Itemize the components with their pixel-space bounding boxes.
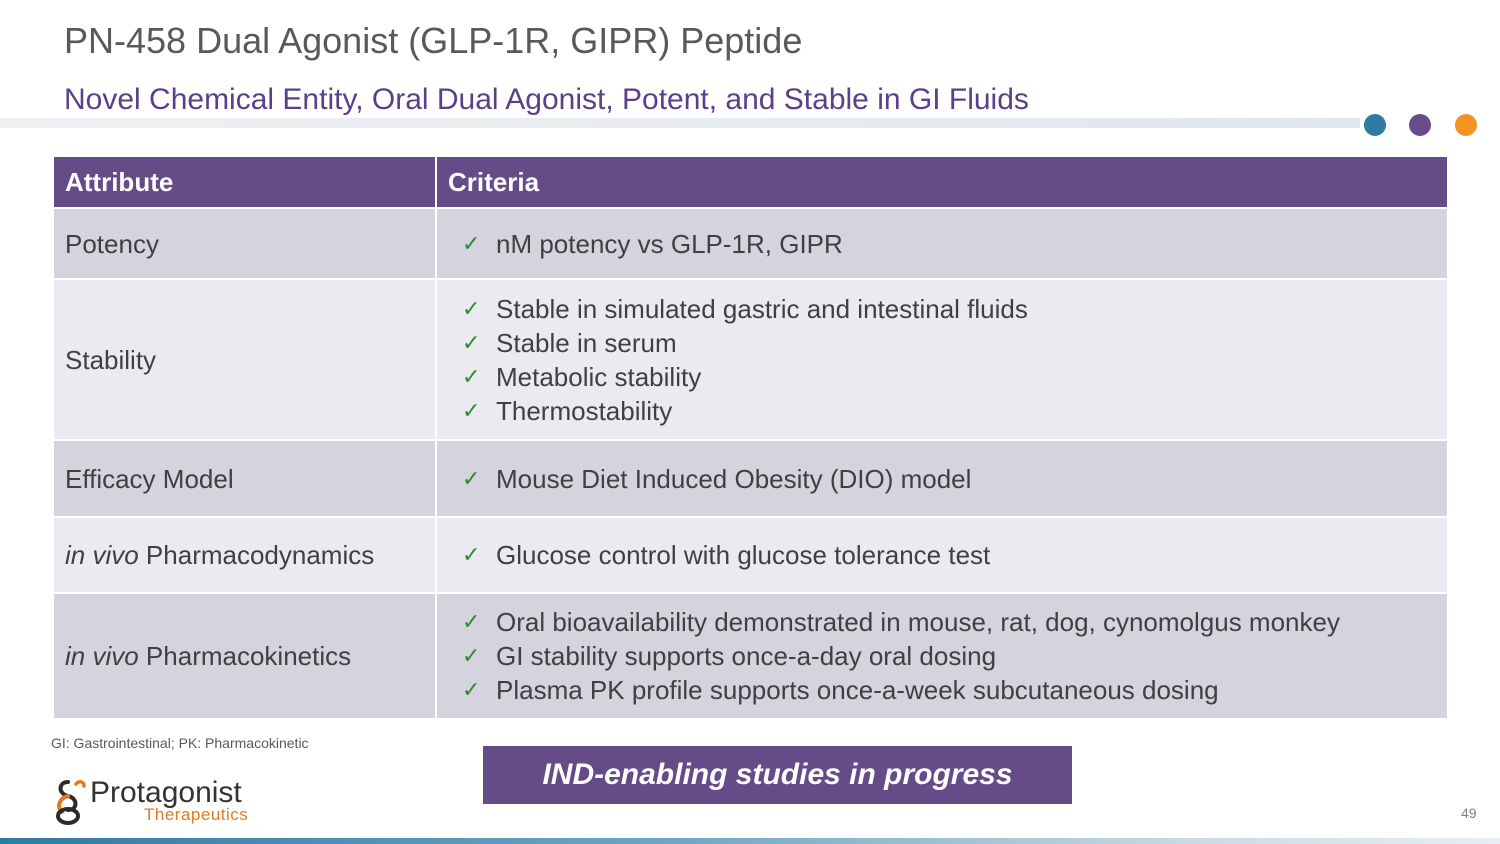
logo-name: Protagonist [90, 776, 242, 809]
footnote: GI: Gastrointestinal; PK: Pharmacokinetic [51, 735, 309, 751]
list-item: ✓ Metabolic stability [462, 361, 702, 392]
purple-dot-icon [1409, 114, 1431, 136]
table-row [53, 440, 1448, 517]
table-row [53, 279, 1448, 440]
page-number: 49 [1461, 805, 1477, 821]
checkmark-icon: ✓ [462, 643, 481, 668]
attribute-label: Efficacy Model [65, 463, 234, 494]
list-item: ✓ Thermostability [462, 395, 673, 426]
criteria-cell [436, 208, 1448, 279]
blue-dot-icon [1364, 114, 1386, 136]
list-item: ✓ GI stability supports once-a-day oral dosing [462, 641, 997, 671]
header-attribute: Attribute [53, 156, 436, 208]
list-item: ✓ Stable in serum [462, 327, 677, 358]
checkmark-icon: ✓ [462, 363, 481, 389]
criteria-cell [436, 517, 1448, 593]
attribute-label: Pharmacokinetics [138, 641, 352, 671]
attribute-cell [53, 593, 436, 719]
criteria-cell [436, 593, 1448, 719]
checkmark-icon: ✓ [462, 609, 481, 634]
table-row [53, 593, 1448, 719]
list-item: ✓ Plasma PK profile supports once-a-week subcutaneous dosing [462, 675, 1219, 705]
list-item: ✓ Glucose control with glucose tolerance test [462, 540, 991, 570]
checkmark-icon: ✓ [462, 329, 481, 355]
list-item: ✓ Mouse Diet Induced Obesity (DIO) model [462, 463, 972, 494]
checkmark-icon: ✓ [462, 465, 481, 491]
attribute-label: Stability [65, 344, 157, 375]
slide-title: PN-458 Dual Agonist (GLP-1R, GIPR) Peptide [64, 20, 803, 61]
attribute-prefix: in vivo [65, 540, 139, 570]
attribute-cell [53, 279, 436, 440]
header-divider [0, 118, 1360, 128]
orange-dot-icon [1455, 114, 1477, 136]
criteria-list [448, 292, 1436, 428]
company-logo [50, 776, 270, 826]
attribute-cell [53, 208, 436, 279]
checkmark-icon: ✓ [462, 677, 481, 702]
criteria-cell [436, 440, 1448, 517]
attribute-cell [53, 440, 436, 517]
status-banner: IND-enabling studies in progress [483, 746, 1072, 804]
protagonist-logo-icon [50, 776, 86, 826]
attribute-cell [53, 517, 436, 593]
attribute-label: Pharmacodynamics [138, 540, 375, 570]
logo-subtitle: Therapeutics [144, 805, 249, 824]
footer-bar [0, 838, 1500, 844]
list-item: ✓ Oral bioavailability demonstrated in mouse, rat, dog, cynomolgus monkey [462, 607, 1340, 637]
criteria-cell [436, 279, 1448, 440]
list-item: ✓ nM potency vs GLP-1R, GIPR [462, 228, 843, 259]
checkmark-icon: ✓ [462, 397, 481, 423]
checkmark-icon: ✓ [462, 295, 481, 321]
table-header-row [53, 156, 1448, 208]
attribute-prefix: in vivo [65, 641, 139, 671]
header-criteria: Criteria [436, 156, 1448, 208]
criteria-list [448, 605, 1436, 707]
criteria-list [448, 227, 1436, 261]
table-row [53, 208, 1448, 279]
checkmark-icon: ✓ [462, 542, 481, 567]
attribute-criteria-table [52, 155, 1449, 720]
list-item: ✓ Stable in simulated gastric and intestinal fluids [462, 293, 1028, 324]
checkmark-icon: ✓ [462, 230, 481, 256]
criteria-list [448, 462, 1436, 496]
criteria-list [448, 538, 1436, 572]
attribute-label: Potency [65, 228, 159, 259]
slide-subtitle: Novel Chemical Entity, Oral Dual Agonist, Potent, and Stable in GI Fluids [64, 83, 1029, 116]
table-row [53, 517, 1448, 593]
